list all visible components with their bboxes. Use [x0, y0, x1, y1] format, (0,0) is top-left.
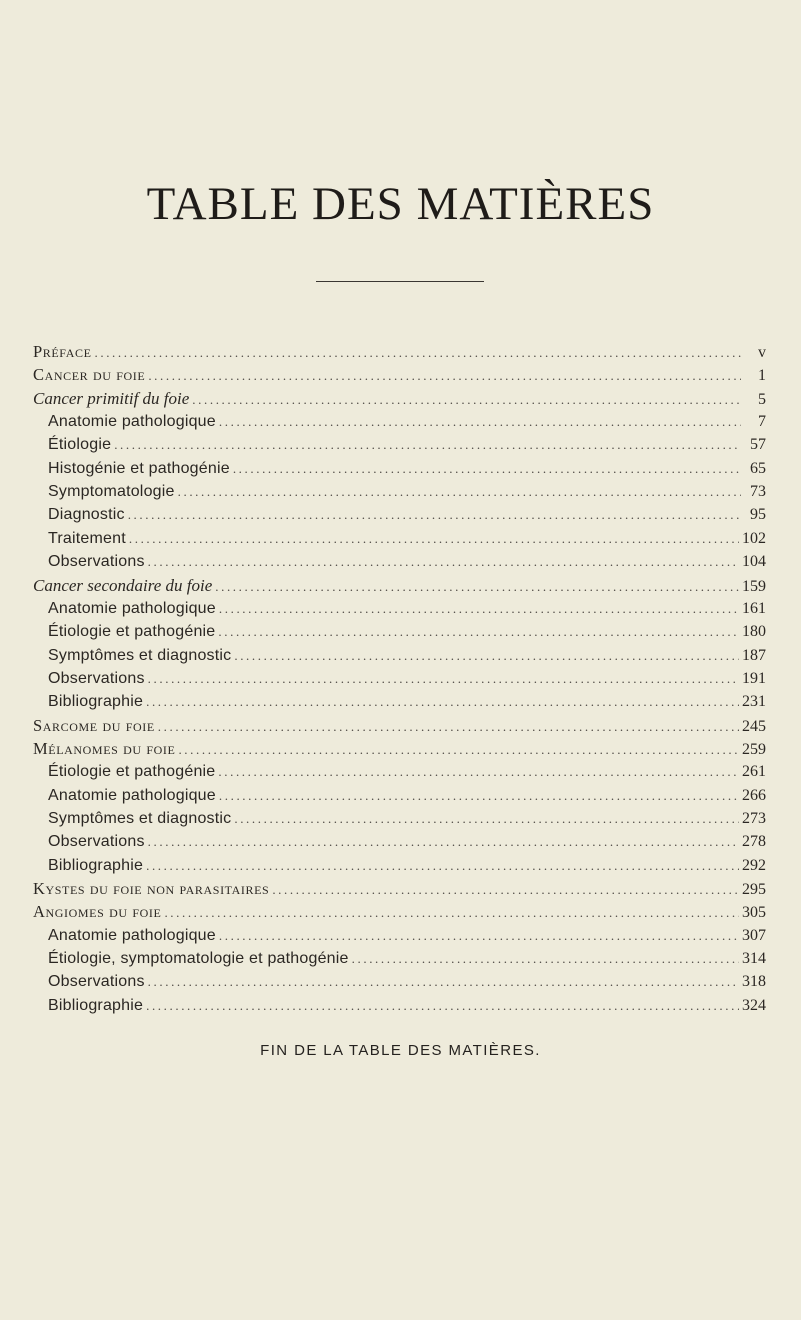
dot-leader: [233, 457, 741, 481]
toc-entry-page-number: 5: [758, 391, 766, 408]
toc-entry-page-number: 73: [750, 483, 766, 500]
dot-leader: [129, 527, 739, 551]
toc-entry: [48, 807, 766, 831]
toc-entry-page-number: 292: [742, 857, 766, 874]
toc-entry: [48, 830, 766, 854]
dot-leader: [218, 760, 739, 784]
toc-entry: [33, 714, 766, 738]
toc-entry-page-number: 104: [742, 553, 766, 570]
toc-entry-page-number: 7: [758, 413, 766, 430]
dot-leader: [148, 364, 741, 388]
toc-entry: [48, 994, 766, 1018]
toc-entry-page-number: 266: [742, 787, 766, 804]
toc-entry-page-number: 57: [750, 436, 766, 453]
toc-entry: [48, 433, 766, 457]
toc-entry-label: Cancer secondaire du foie: [33, 576, 213, 595]
toc-entry-page-number: 1: [758, 367, 766, 384]
dot-leader: [218, 620, 739, 644]
dot-leader: [178, 480, 741, 504]
dot-leader: [234, 807, 739, 831]
toc-entry-page-number: 245: [742, 718, 766, 735]
dot-leader: [352, 947, 739, 971]
toc-entry: [48, 784, 766, 808]
toc-entry-page-number: 314: [742, 950, 766, 967]
toc-entry-label: Traitement: [48, 530, 126, 547]
toc-entry: [48, 410, 766, 434]
toc-entry: [33, 574, 766, 598]
toc-entry-page-number: 102: [742, 530, 766, 547]
toc-entry: [48, 760, 766, 784]
dot-leader: [192, 388, 741, 412]
toc-entry-label: Symptômes et diagnostic: [48, 647, 232, 664]
toc-entry-page-number: v: [758, 344, 766, 361]
dot-leader: [148, 550, 739, 574]
dot-leader: [146, 994, 739, 1018]
toc-entry-label: Anatomie pathologique: [48, 413, 216, 430]
toc-entry-label: Observations: [48, 553, 145, 570]
toc-entry-page-number: 318: [742, 973, 766, 990]
dot-leader: [215, 575, 739, 599]
end-note: FIN DE LA TABLE DES MATIÈRES.: [260, 1042, 541, 1059]
toc-entry-page-number: 273: [742, 810, 766, 827]
toc-entry-page-number: 187: [742, 647, 766, 664]
dot-leader: [219, 597, 739, 621]
dot-leader: [178, 738, 739, 762]
toc-entry: [33, 363, 766, 387]
toc-entry-label: Observations: [48, 973, 145, 990]
toc-entry-label: Kystes du foie non parasitaires: [33, 879, 270, 898]
toc-entry: [48, 527, 766, 551]
dot-leader: [219, 784, 739, 808]
toc-entry-label: Préface: [33, 342, 92, 361]
toc-entry-label: Mélanomes du foie: [33, 739, 176, 758]
toc-entry-label: Bibliographie: [48, 857, 144, 874]
toc-entry: [48, 667, 766, 691]
dot-leader: [148, 667, 739, 691]
toc-entry: [33, 900, 766, 924]
toc-entry: [33, 877, 766, 901]
toc-entry-page-number: 324: [742, 997, 766, 1014]
toc-entry-page-number: 305: [742, 904, 766, 921]
toc-entry-label: Étiologie et pathogénie: [48, 763, 216, 780]
toc-entry-page-number: 261: [742, 763, 766, 780]
toc-entry: [48, 970, 766, 994]
toc-entry-label: Étiologie et pathogénie: [48, 623, 216, 640]
toc-entry-label: Anatomie pathologique: [48, 787, 216, 804]
toc-entry: [48, 644, 766, 668]
toc-entry-label: Symptômes et diagnostic: [48, 810, 232, 827]
dot-leader: [128, 503, 741, 527]
toc-entry-label: Bibliographie: [48, 997, 144, 1014]
toc-entry: [33, 340, 766, 364]
dot-leader: [148, 830, 739, 854]
dot-leader: [158, 715, 739, 739]
toc-entry-label: Anatomie pathologique: [48, 927, 216, 944]
toc-entry: [48, 480, 766, 504]
dot-leader: [146, 690, 739, 714]
toc-entry: [48, 550, 766, 574]
toc-entry-page-number: 307: [742, 927, 766, 944]
dot-leader: [219, 924, 739, 948]
toc-entry: [48, 690, 766, 714]
toc-entry-label: Cancer du foie: [33, 365, 146, 384]
toc-entry-label: Histogénie et pathogénie: [48, 460, 230, 477]
toc-entry-page-number: 95: [750, 506, 766, 523]
dot-leader: [234, 644, 739, 668]
toc-entry: [48, 457, 766, 481]
toc-entry-label: Observations: [48, 670, 145, 687]
toc-entry-page-number: 259: [742, 741, 766, 758]
toc-entry-page-number: 65: [750, 460, 766, 477]
dot-leader: [114, 433, 741, 457]
toc-entry: [33, 387, 766, 411]
toc-entry-label: Angiomes du foie: [33, 902, 162, 921]
toc-entry: [48, 620, 766, 644]
dot-leader: [95, 341, 742, 365]
toc-entry-page-number: 161: [742, 600, 766, 617]
toc-entry-label: Étiologie, symptomatologie et pathogénie: [48, 950, 349, 967]
toc-entry-page-number: 231: [742, 693, 766, 710]
toc-entry: [48, 503, 766, 527]
toc-entry: [33, 737, 766, 761]
toc-entry-label: Bibliographie: [48, 693, 144, 710]
toc-entry-page-number: 180: [742, 623, 766, 640]
toc-entry-page-number: 278: [742, 833, 766, 850]
toc-entry-page-number: 295: [742, 881, 766, 898]
toc-entry: [48, 924, 766, 948]
toc-entry-label: Diagnostic: [48, 506, 125, 523]
toc-entry: [48, 597, 766, 621]
dot-leader: [219, 410, 741, 434]
dot-leader: [272, 878, 739, 902]
toc-entry-page-number: 159: [742, 578, 766, 595]
toc-entry-label: Cancer primitif du foie: [33, 389, 190, 408]
page-title: TABLE DES MATIÈRES: [146, 178, 655, 230]
toc-entry-label: Anatomie pathologique: [48, 600, 216, 617]
toc-entry: [48, 947, 766, 971]
toc-entry-label: Observations: [48, 833, 145, 850]
toc-entry-page-number: 191: [742, 670, 766, 687]
dot-leader: [146, 854, 739, 878]
toc-entry: [48, 854, 766, 878]
toc-entry-label: Sarcome du foie: [33, 716, 155, 735]
toc-entry-label: Symptomatologie: [48, 483, 175, 500]
dot-leader: [148, 970, 739, 994]
toc-entry-label: Étiologie: [48, 436, 112, 453]
dot-leader: [164, 901, 739, 925]
